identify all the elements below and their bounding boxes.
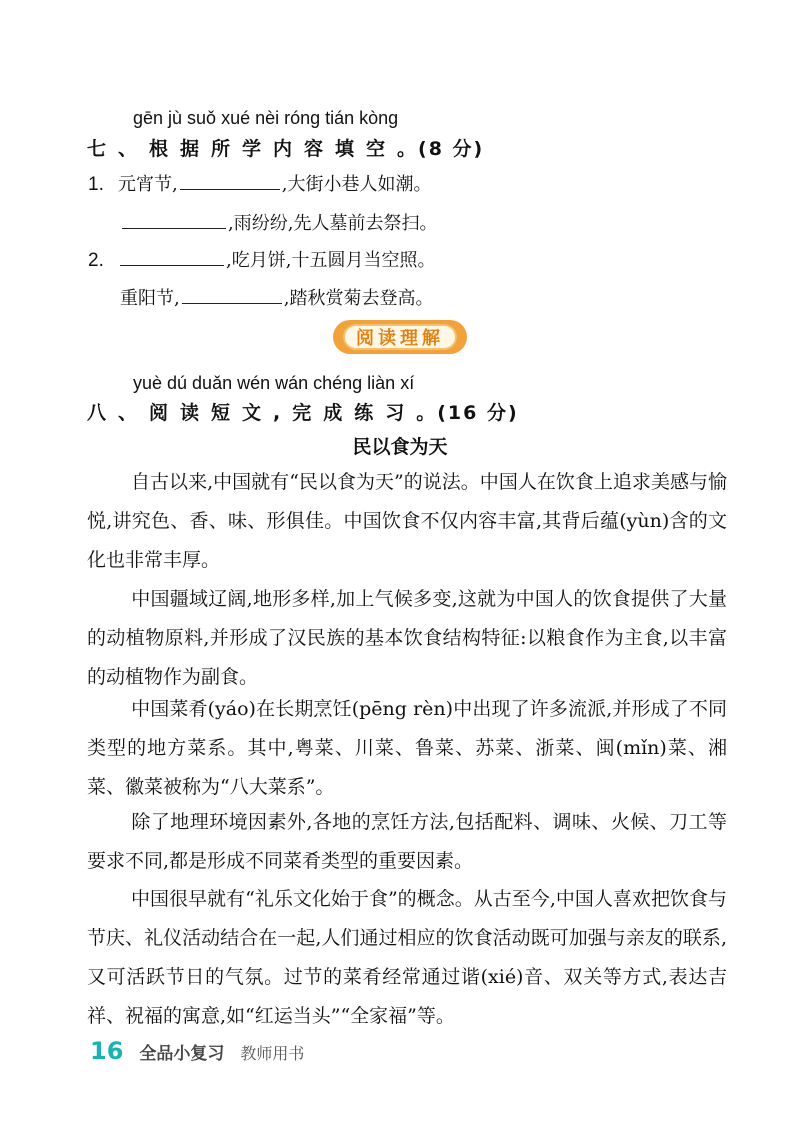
- article-paragraph-2: [87, 580, 727, 697]
- article-paragraph-3: [87, 690, 727, 807]
- line-text: ,大街小巷人如潮。: [281, 174, 432, 195]
- q8-title: [87, 398, 519, 425]
- q8-title-text: 八、阅读短文,完成练习: [87, 402, 417, 424]
- fill-blank[interactable]: [182, 302, 282, 304]
- line-text: 元宵节,: [118, 174, 178, 195]
- q7-item2-line1: [88, 246, 435, 272]
- line-text: ,吃月饼,十五圆月当空照。: [226, 250, 436, 271]
- book-type: 教师用书: [240, 1044, 305, 1063]
- q7-score: 。(8 分): [397, 138, 485, 160]
- line-text: ,雨纷纷,先人墓前去祭扫。: [228, 213, 438, 234]
- article-paragraph-4: [87, 803, 727, 881]
- page-footer: [90, 1037, 304, 1065]
- q7-item2-line2: [120, 284, 433, 310]
- series-name: 全品小复习: [139, 1044, 225, 1064]
- badge-label: 阅读理解: [356, 328, 444, 349]
- article-title: 民以食为天: [352, 436, 448, 458]
- paragraph-text: 除了地理环境因素外,各地的烹饪方法,包括配料、调味、火候、刀工等要求不同,都是形成不同菜肴类型的重要因素。: [87, 811, 727, 872]
- q7-pinyin: gēn jù suǒ xué nèi róng tián kòng: [133, 108, 399, 128]
- fill-blank[interactable]: [180, 188, 280, 190]
- page-number: 16: [90, 1037, 124, 1065]
- paragraph-text: 自古以来,中国就有“民以食为天”的说法。中国人在饮食上追求美感与愉悦,讲究色、香、味、形俱佳。中国饮食不仅内容丰富,其背后蕴(yùn)含的文化也非常丰厚。: [87, 471, 727, 571]
- q7-item1-line1: [88, 170, 431, 196]
- section-badge: [333, 320, 467, 354]
- article-paragraph-1: [87, 463, 727, 580]
- fill-blank[interactable]: [120, 264, 224, 266]
- q7-title-text: 七、根据所学内容填空: [87, 138, 398, 160]
- line-text: 重阳节,: [120, 288, 180, 309]
- q7-item1-line2: [120, 209, 437, 235]
- item-number: 2.: [88, 250, 104, 271]
- paragraph-text: 中国菜肴(yáo)在长期烹饪(pēng rèn)中出现了许多流派,并形成了不同类型的地方菜系。其中,粤菜、川菜、鲁菜、苏菜、浙菜、闽(mǐn)菜、湘菜、徽菜被称为“八大菜系”。: [87, 698, 727, 798]
- paragraph-text: 中国疆域辽阔,地形多样,加上气候多变,这就为中国人的饮食提供了大量的动植物原料,并形成了汉民族的基本饮食结构特征:以粮食作为主食,以丰富的动植物作为副食。: [87, 588, 727, 688]
- item-number: 1.: [88, 174, 104, 195]
- article-paragraph-5: [87, 880, 727, 1036]
- fill-blank[interactable]: [122, 227, 226, 229]
- q8-pinyin: yuè dú duǎn wén wán chéng liàn xí: [133, 373, 415, 393]
- q7-title: [87, 134, 484, 161]
- line-text: ,踏秋赏菊去登高。: [283, 288, 434, 309]
- paragraph-text: 中国很早就有“礼乐文化始于食”的概念。从古至今,中国人喜欢把饮食与节庆、礼仪活动结合在一起,人们通过相应的饮食活动既可加强与亲友的联系,又可活跃节日的气氛。过节的菜肴经常通过谐(xié)音、双关等方式,表达吉祥、祝福的寓意,如“红运当头”“全家福”等。: [87, 888, 727, 1027]
- q8-score: 。(16 分): [416, 402, 519, 424]
